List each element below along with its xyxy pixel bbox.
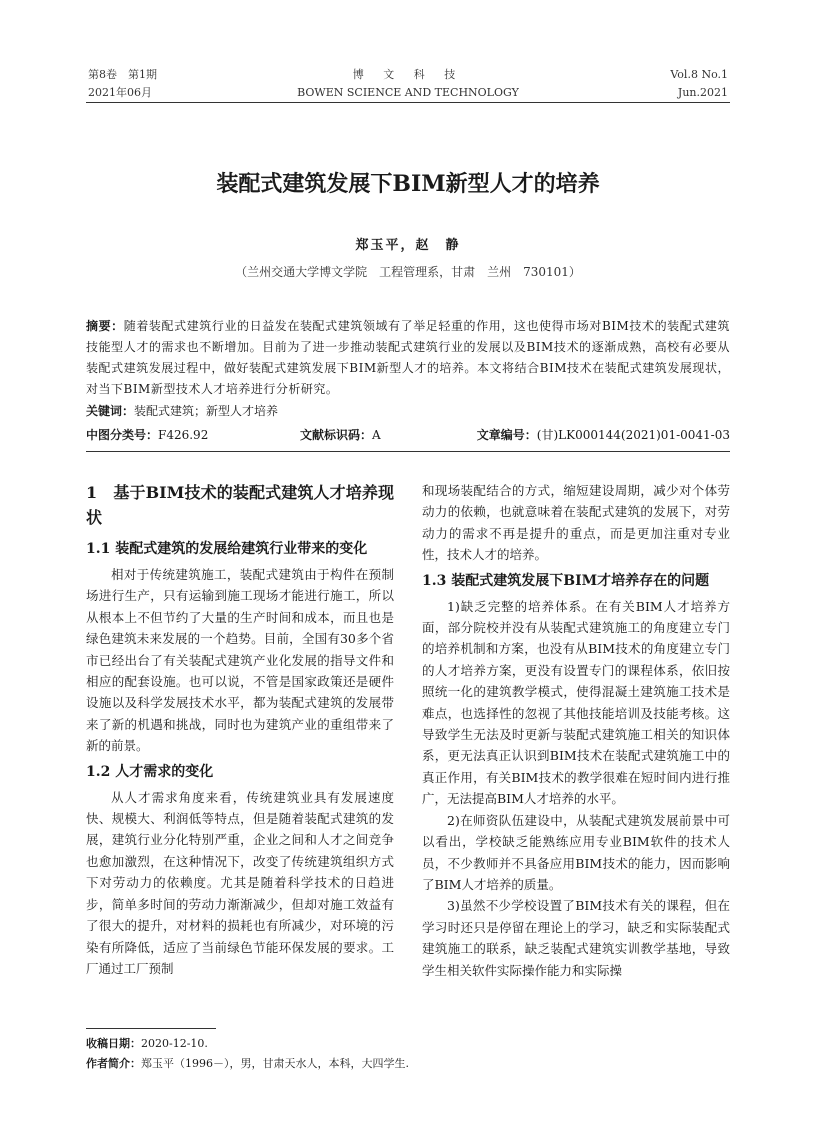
section-1-3-heading: 1.3 装配式建筑发展下BIM才培养存在的问题 xyxy=(422,572,710,589)
document-code: 文献标识码：A xyxy=(300,428,381,442)
keywords-label: 关键词： xyxy=(86,404,135,418)
section-1-3-paragraph-1: 1)缺乏完整的培养体系。在有关BIM人才培养方面，部分院校并没有从装配式建筑施工的角度建立专门的培养机制和方案，也没有从BIM技术的角度建立专门的人才培养方案，更没有设置专门的课程体系，依旧按照统一化的建筑教学模式，使得混凝土建筑施工技术是难点，也选择性的忽视了其他技能培训及技能考核。这导致学生无法及时更新与装配式建筑施工相关的知识体系，更无法真正认识到BIM技术在装配式建筑施工中的真正作用，有关BIM技术的教学很难在短时间内进行推广，无法提高BIM人才培养的水平。 xyxy=(422,598,730,807)
abstract xyxy=(86,316,730,400)
keywords xyxy=(86,402,730,420)
received-date: 收稿日期：2020-12-10. xyxy=(86,1037,208,1050)
paper-affiliation: （兰州交通大学博文学院 工程管理系，甘肃 兰州 730101） xyxy=(235,265,581,279)
section-1-2-paragraph: 从人才需求角度来看，传统建筑业具有发展速度快、规模大、利润低等特点，但是随着装配式建筑的发展，建筑行业分化特别严重，企业之间和人才之间竞争也愈加激烈，在这种情况下，改变了传统建筑组织方式下对劳动力的依赖度。尤其是随着科学技术的日趋进步，简单多时间的劳动力渐渐减少，但却对施工效益有了很大的提升，对材料的损耗也有所减少，对环境的污染有所降低，适应了当前绿色节能环保发展的要求。工厂通过工厂预制 xyxy=(86,789,394,976)
section-1-3-paragraph-2: 2)在师资队伍建设中，从装配式建筑发展前景中可以看出，学校缺乏能熟练应用专业BIM软件的技术人员，不少教师并不具备应用BIM技术的能力，因而影响了BIM人才培养的质量。 xyxy=(422,812,730,892)
issue-date-en: Jun.2021 xyxy=(677,86,728,99)
section-1-heading: 1 基于BIM技术的装配式建筑人才培养现状 xyxy=(86,483,394,527)
issue-date: 2021年06月 xyxy=(88,86,152,99)
footnote-rule xyxy=(86,1028,216,1029)
section-1-2-heading: 1.2 人才需求的变化 xyxy=(86,763,214,780)
abstract-label: 摘要： xyxy=(86,319,124,333)
volume-issue: 第8卷 第1期 xyxy=(88,68,157,81)
clc-number: 中图分类号：F426.92 xyxy=(86,428,209,442)
body-column-right xyxy=(422,480,730,981)
section-1-3-paragraph-3: 3)虽然不少学校设置了BIM技术有关的课程，但在学习时还只是停留在理论上的学习，缺乏和实际装配式建筑施工的联系，缺乏装配式建筑实训教学基地，导致学生相关软件实际操作能力和实际操 xyxy=(422,898,730,978)
paper-title: 装配式建筑发展下BIM新型人才的培养 xyxy=(216,171,600,197)
volume-issue-en: Vol.8 No.1 xyxy=(670,68,728,81)
body-column-left xyxy=(86,480,394,979)
author-bio: 作者简介：郑玉平（1996－），男，甘肃天水人，本科，大四学生. xyxy=(86,1057,409,1070)
abstract-text: 随着装配式建筑行业的日益发在装配式建筑领域有了举足轻重的作用，这也使得市场对BIM技术的装配式建筑技能型人才的需求也不断增加。目前为了进一步推动装配式建筑行业的发展以及BIM技术的逐渐成熟，高校有必要从装配式建筑发展过程中，做好装配式建筑发展下BIM新型人才的培养。本文将结合BIM技术在装配式建筑发展现状，对当下BIM新型技术人才培养进行分析研究。 xyxy=(86,319,730,396)
article-number: 文章编号：(甘)LK000144(2021)01-0041-03 xyxy=(476,428,730,442)
header-rule xyxy=(86,102,730,103)
journal-name-cn: 博 文 科 技 xyxy=(352,68,464,81)
journal-name-en: BOWEN SCIENCE AND TECHNOLOGY xyxy=(297,86,519,99)
paper-authors: 郑玉平，赵 静 xyxy=(355,238,461,253)
running-header-right xyxy=(670,66,728,102)
section-1-1-heading: 1.1 装配式建筑的发展给建筑行业带来的变化 xyxy=(86,541,368,557)
meta-rule xyxy=(86,451,730,452)
keywords-text: 装配式建筑；新型人才培养 xyxy=(134,404,279,418)
section-1-2-continued: 和现场装配结合的方式，缩短建设周期，减少对个体劳动力的依赖，也就意味着在装配式建筑的发展下，对劳动力的需求不再是提升的重点，而是更加注重对专业性，技术人才的培养。 xyxy=(422,483,730,563)
section-1-1-paragraph: 相对于传统建筑施工，装配式建筑由于构件在预制场进行生产，只有运输到施工现场才能进行施工，所以从根本上不但节约了大量的生产时间和成本，而且也是绿色建筑未来发展的一个趋势。目前，全国有30多个省市已经出台了有关装配式建筑产业化发展的指导文件和相应的配套设施。也可以说，不管是国家政策还是硬件设施以及科学发展技术水平，都为装配式建筑的发展带来了新的机遇和挑战，同时也为建筑产业的重组带来了新的前景。 xyxy=(86,567,394,754)
